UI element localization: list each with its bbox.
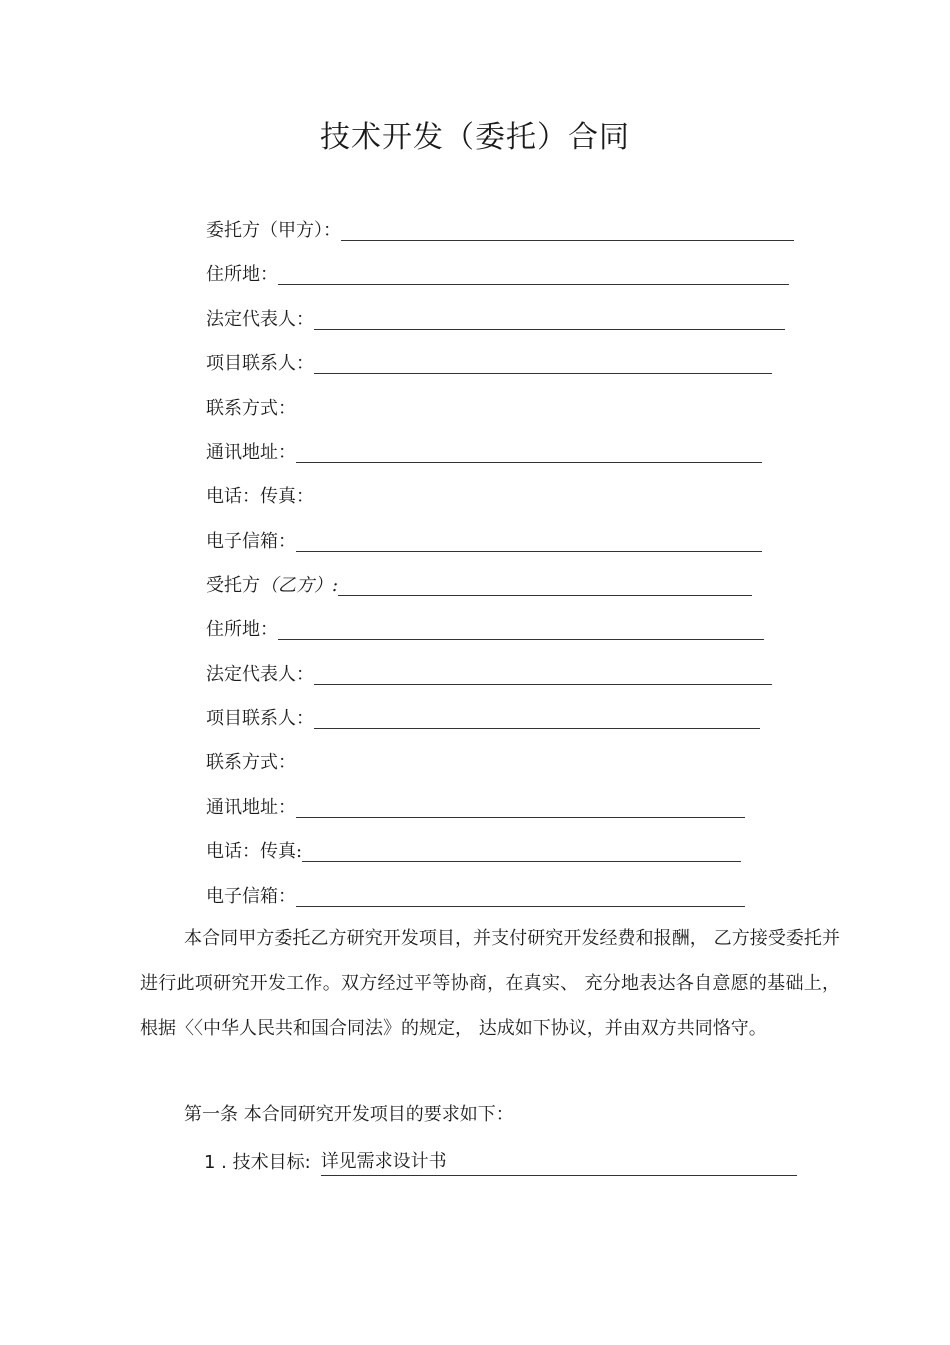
party-b-email-label: 电子信箱：	[206, 886, 296, 907]
party-b-phone-fax-field	[206, 835, 741, 865]
item-1-label: 1 . 技术目标:	[204, 1152, 311, 1173]
party-a-legal-rep-field	[206, 303, 785, 333]
document-title: 技术开发（委托）合同	[320, 120, 630, 155]
party-b-field	[206, 569, 752, 599]
party-a-phone-fax-field	[206, 480, 314, 510]
party-b-contact-person-field	[206, 702, 760, 732]
party-a-mail-address-blank-line[interactable]	[296, 440, 762, 463]
party-b-mail-address-field	[206, 791, 745, 821]
party-b-label: 受托方	[206, 575, 260, 596]
party-a-mail-address-label: 通讯地址：	[206, 442, 296, 463]
party-b-label-suffix: （乙方）:	[260, 575, 339, 596]
party-b-legal-rep-field	[206, 658, 772, 688]
party-a-contact-method-label: 联系方式：	[206, 398, 296, 419]
party-b-phone-fax-blank-line[interactable]	[302, 839, 741, 862]
party-a-label: 委托方（甲方）：	[206, 220, 341, 241]
party-b-contact-person-blank-line[interactable]	[314, 706, 760, 729]
party-b-address-field	[206, 613, 764, 643]
party-a-legal-rep-blank-line[interactable]	[314, 307, 785, 330]
party-a-phone-fax-label: 电话：传真：	[206, 486, 314, 507]
item-1-technical-goal	[204, 1146, 797, 1176]
party-a-email-blank-line[interactable]	[296, 529, 762, 552]
party-a-contact-person-field	[206, 347, 772, 377]
party-a-blank-line[interactable]	[341, 218, 794, 241]
party-a-contact-method-field	[206, 392, 296, 422]
item-1-value[interactable]: 详见需求设计书	[321, 1149, 797, 1176]
party-b-contact-method-label: 联系方式：	[206, 752, 296, 773]
party-b-address-blank-line[interactable]	[278, 617, 764, 640]
party-a-contact-person-label: 项目联系人：	[206, 353, 314, 374]
intro-paragraph-text: 本合同甲方委托乙方研究开发项目，并支付研究开发经费和报酬， 乙方接受委托并进行此项研究开发工作。双方经过平等协商，在真实、 充分地表达各自意愿的基础上，根据〈〈中华人民共和国合同法》的规定， 达成如下协议，并由双方共同恪守。	[140, 928, 840, 1039]
party-b-blank-line[interactable]	[338, 573, 752, 596]
party-a-address-blank-line[interactable]	[278, 262, 789, 285]
party-a-legal-rep-label: 法定代表人：	[206, 309, 314, 330]
intro-paragraph	[140, 916, 840, 1051]
party-b-address-label: 住所地：	[206, 619, 278, 640]
party-b-phone-fax-label: 电话：传真:	[206, 841, 303, 862]
party-a-email-field	[206, 525, 762, 555]
party-b-mail-address-blank-line[interactable]	[296, 795, 745, 818]
party-b-mail-address-label: 通讯地址：	[206, 797, 296, 818]
party-a-address-field	[206, 258, 789, 288]
party-b-contact-person-label: 项目联系人：	[206, 708, 314, 729]
party-a-mail-address-field	[206, 436, 762, 466]
party-b-email-blank-line[interactable]	[296, 884, 745, 907]
party-a-address-label: 住所地：	[206, 264, 278, 285]
party-a-email-label: 电子信箱：	[206, 531, 296, 552]
party-a-field	[206, 214, 794, 244]
article-1-heading: 第一条 本合同研究开发项目的要求如下：	[184, 1104, 514, 1125]
party-b-email-field	[206, 880, 745, 910]
party-b-legal-rep-label: 法定代表人：	[206, 664, 314, 685]
party-b-contact-method-field	[206, 746, 296, 776]
party-a-contact-person-blank-line[interactable]	[314, 351, 772, 374]
party-b-legal-rep-blank-line[interactable]	[314, 662, 772, 685]
